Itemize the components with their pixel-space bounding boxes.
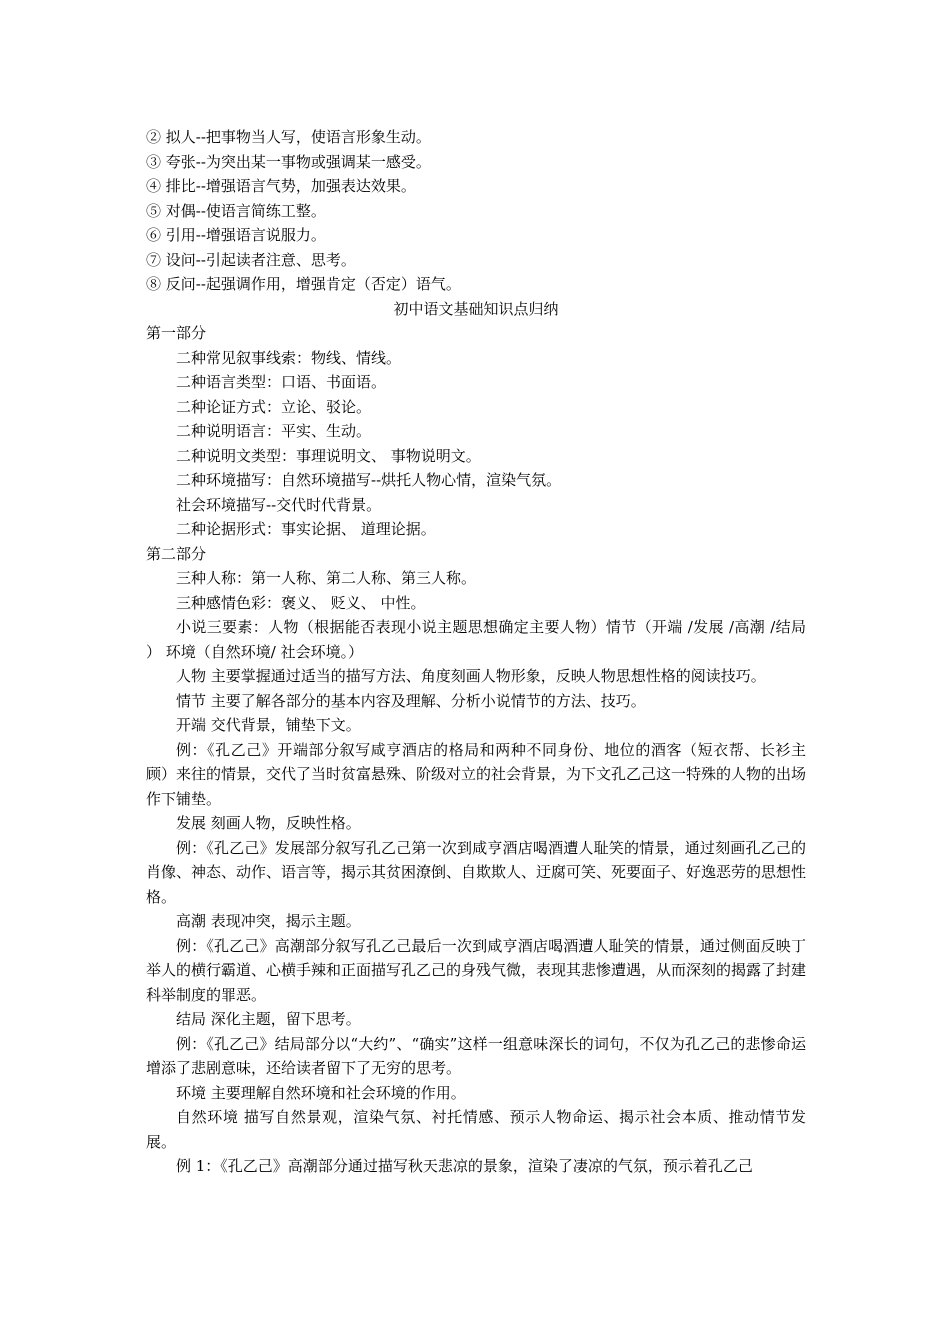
rhetoric-list <box>146 125 806 297</box>
rhetoric-item: ② 拟人--把事物当人写，使语言形象生动。 <box>146 128 431 146</box>
part1-item: 二种说明语言：平实、生动。 <box>176 422 372 440</box>
part2-paragraph: 例 1：《孔乙己》高潮部分通过描写秋天悲凉的景象，渲染了凄凉的气氛，预示着孔乙己 <box>176 1157 753 1175</box>
part2-body <box>146 566 806 1179</box>
part2-paragraph: 高潮 表现冲突，揭示主题。 <box>176 912 361 930</box>
part1-item: 二种说明文类型：事理说明文、 事物说明文。 <box>176 446 481 465</box>
rhetoric-item: ⑧ 反问--起强调作用，增强肯定（否定）语气。 <box>146 275 461 293</box>
part2-paragraph: 人物 主要掌握通过适当的描写方法、角度刻画人物形象，反映人物思想性格的阅读技巧。 <box>176 667 766 685</box>
part2-paragraph: 小说三要素：人物（根据能否表现小说主题思想确定主要人物）情节（开端 /发展 /高潮 /结局 ） 环境（自然环境/ 社会环境。） <box>146 618 806 661</box>
part2-paragraph: 情节 主要了解各部分的基本内容及理解、分析小说情节的方法、技巧。 <box>176 691 646 710</box>
part1-item: 二种论据形式：事实论据、 道理论据。 <box>176 520 436 538</box>
rhetoric-item: ④ 排比--增强语言气势，加强表达效果。 <box>146 177 416 195</box>
part2-paragraph: 环境 主要理解自然环境和社会环境的作用。 <box>176 1083 466 1102</box>
part2-heading: 第二部分 <box>146 544 207 563</box>
part2-paragraph: 三种感情色彩：褒义、 贬义、 中性。 <box>176 593 426 612</box>
part1-item: 二种论证方式：立论、驳论。 <box>176 397 372 416</box>
part2-paragraph: 结局 深化主题，留下思考。 <box>176 1010 361 1028</box>
part2-paragraph: 开端 交代背景，铺垫下文。 <box>176 716 361 734</box>
part2-paragraph: 三种人称：第一人称、第二人称、第三人称。 <box>176 569 477 587</box>
part1-heading: 第一部分 <box>146 324 207 342</box>
part1-item: 二种环境描写：自然环境描写--烘托人物心情，渲染气氛。 <box>176 471 562 489</box>
rhetoric-item: ③ 夸张--为突出某一事物或强调某一感受。 <box>146 152 431 171</box>
part2-paragraph: 例：《孔乙己》开端部分叙写咸亨酒店的格局和两种不同身份、地位的酒客（短衣帮、长衫主顾）来往的情景，交代了当时贫富悬殊、阶级对立的社会背景，为下文孔乙己这一特殊的人物的出场作下铺垫。 <box>146 740 807 808</box>
part2-paragraph: 自然环境 描写自然景观，渲染气氛、衬托情感、预示人物命运、揭示社会本质、推动情节发展。 <box>146 1108 806 1151</box>
part1-item: 社会环境描写--交代时代背景。 <box>176 495 382 514</box>
part1-list <box>146 346 806 542</box>
part2-paragraph: 例：《孔乙己》高潮部分叙写孔乙己最后一次到咸亨酒店喝酒遭人耻笑的情景，通过侧面反映丁举人的横行霸道、心横手辣和正面描写孔乙己的身残气微，表现其悲惨遭遇，从而深刻的揭露了封建科举制度的罪恶。 <box>146 936 807 1004</box>
document-title: 初中语文基础知识点归纳 <box>393 299 559 318</box>
rhetoric-item: ⑤ 对偶--使语言简练工整。 <box>146 201 326 220</box>
document-body <box>146 125 806 1179</box>
part1-item: 二种语言类型：口语、书面语。 <box>176 373 387 391</box>
part1-item: 二种常见叙事线索：物线、情线。 <box>176 348 402 367</box>
part2-paragraph: 例：《孔乙己》发展部分叙写孔乙己第一次到咸亨酒店喝酒遭人耻笑的情景，通过刻画孔乙己的肖像、神态、动作、语言等，揭示其贫困潦倒、自欺欺人、迂腐可笑、死要面子、好逸恶劳的思想性格。 <box>146 838 807 906</box>
part2-paragraph: 例：《孔乙己》结局部分以“大约”、“确实”这样一组意味深长的词句，不仅为孔乙己的悲惨命运增添了悲剧意味，还给读者留下了无穷的思考。 <box>146 1034 806 1077</box>
rhetoric-item: ⑦ 设问--引起读者注意、思考。 <box>146 250 356 269</box>
part2-paragraph: 发展 刻画人物，反映性格。 <box>176 814 361 832</box>
rhetoric-item: ⑥ 引用--增强语言说服力。 <box>146 226 326 244</box>
